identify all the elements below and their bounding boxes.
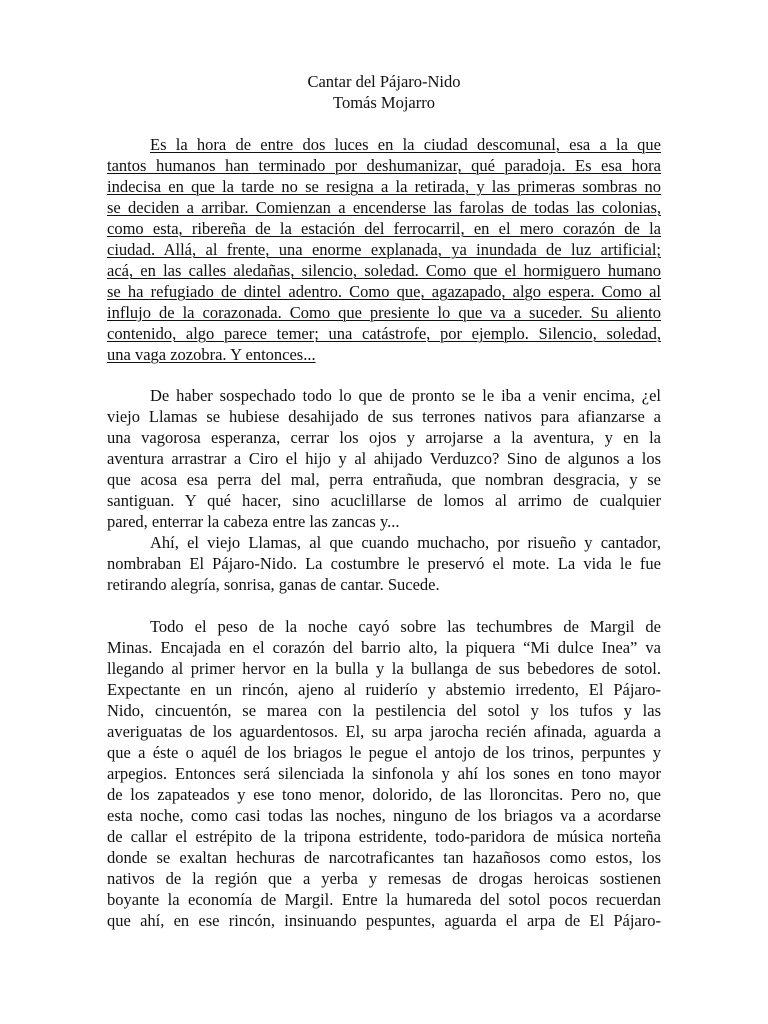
text-line: pared, enterrar la cabeza entre las zancas y...: [107, 512, 400, 531]
text-line: Expectante en un rincón, ajeno al ruiderío y abstemio irredento, El Pájaro-: [107, 680, 661, 699]
text-line: boyante la economía de Margil. Entre la humareda del sotol pocos recuerdan: [107, 890, 661, 909]
text-line: retirando alegría, sonrisa, ganas de cantar. Sucede.: [107, 575, 440, 594]
text-line: que a éste o aquél de los briagos le pegue el antojo de los trinos, perpuntes y: [107, 743, 661, 762]
text-line: que ahí, en ese rincón, insinuando pespuntes, aguarda el arpa de El Pájaro-: [107, 911, 661, 930]
text-line: tantos humanos han terminado por deshumanizar, qué paradoja. Es esa hora: [107, 156, 661, 175]
text-line: una vagorosa esperanza, cerrar los ojos y arrojarse a la aventura, y en la: [107, 428, 661, 447]
text-line: santiguan. Y qué hacer, sino acuclillarse de lomos al arrimo de cualquier: [107, 491, 661, 510]
text-line: Ahí, el viejo Llamas, al que cuando muchacho, por risueño y cantador,: [150, 533, 661, 552]
text-line: donde se exaltan hechuras de narcotraficantes tan hazañosos como estos, los: [107, 848, 661, 867]
text-line: De haber sospechado todo lo que de pronto se le iba a venir encima, ¿el: [150, 386, 661, 405]
text-line: ciudad. Allá, al frente, una enorme explanada, ya inundada de luz artificial;: [107, 240, 661, 259]
text-line: averiguatas de los aguardentosos. El, su arpa jarocha recién afinada, aguarda a: [107, 722, 661, 741]
paragraph-3: [107, 532, 661, 595]
text-line: de los zapateados y ese tono menor, dolorido, de las lloroncitas. Pero no, que: [107, 785, 661, 804]
text-line: Minas. Encajada en el corazón del barrio alto, la piquera “Mi dulce Inea” va: [107, 638, 661, 657]
text-line: arpegios. Entonces será silenciada la sinfonola y ahí los sones en tono mayor: [107, 764, 661, 783]
text-line: se ha refugiado de dintel adentro. Como que, agazapado, algo espera. Como al: [107, 282, 661, 301]
text-line: influjo de la corazonada. Como que presiente lo que va a suceder. Su aliento: [107, 303, 661, 322]
text-line: viejo Llamas se hubiese desahijado de sus terrones nativos para afianzarse a: [107, 407, 661, 426]
text-line: indecisa en que la tarde no se resigna a la retirada, y las primeras sombras no: [107, 177, 661, 196]
text-line: de callar el estrépito de la tripona estridente, todo-paridora de música norteña: [107, 827, 661, 846]
document-author: Tomás Mojarro: [333, 93, 435, 112]
text-line: Es la hora de entre dos luces en la ciudad descomunal, esa a la que: [150, 135, 661, 154]
paragraph-2: [107, 385, 661, 532]
text-line: que acosa esa perra del mal, perra entrañuda, que nombran desgracia, y se: [107, 470, 661, 489]
text-line: aventura arrastrar a Ciro el hijo y al ahijado Verduzco? Sino de algunos a los: [107, 449, 661, 468]
document-title: Cantar del Pájaro-Nido: [307, 72, 461, 91]
text-line: se deciden a arribar. Comienzan a encenderse las farolas de todas las colonias,: [107, 198, 661, 217]
text-line: esta noche, como casi todas las noches, ninguno de los briagos va a acordarse: [107, 806, 661, 825]
text-line: nativos de la región que a yerba y remesas de drogas heroicas sostienen: [107, 869, 661, 888]
paragraph-1: [107, 134, 661, 365]
text-line: Todo el peso de la noche cayó sobre las techumbres de Margil de: [150, 617, 661, 636]
text-line: una vaga zozobra. Y entonces...: [107, 345, 316, 364]
text-line: llegando al primer hervor en la bulla y la bullanga de sus bebedores de sotol.: [107, 659, 661, 678]
text-line: como esta, ribereña de la estación del ferrocarril, en el mero corazón de la: [107, 219, 661, 238]
text-line: nombraban El Pájaro-Nido. La costumbre le preservó el mote. La vida le fue: [107, 554, 661, 573]
text-line: Nido, cincuentón, se marea con la pestilencia del sotol y los tufos y las: [107, 701, 661, 720]
text-line: acá, en las calles aledañas, silencio, soledad. Como que el hormiguero humano: [107, 261, 661, 280]
text-line: contenido, algo parece temer; una catástrofe, por ejemplo. Silencio, soledad,: [107, 324, 661, 343]
paragraph-4: [107, 616, 661, 931]
